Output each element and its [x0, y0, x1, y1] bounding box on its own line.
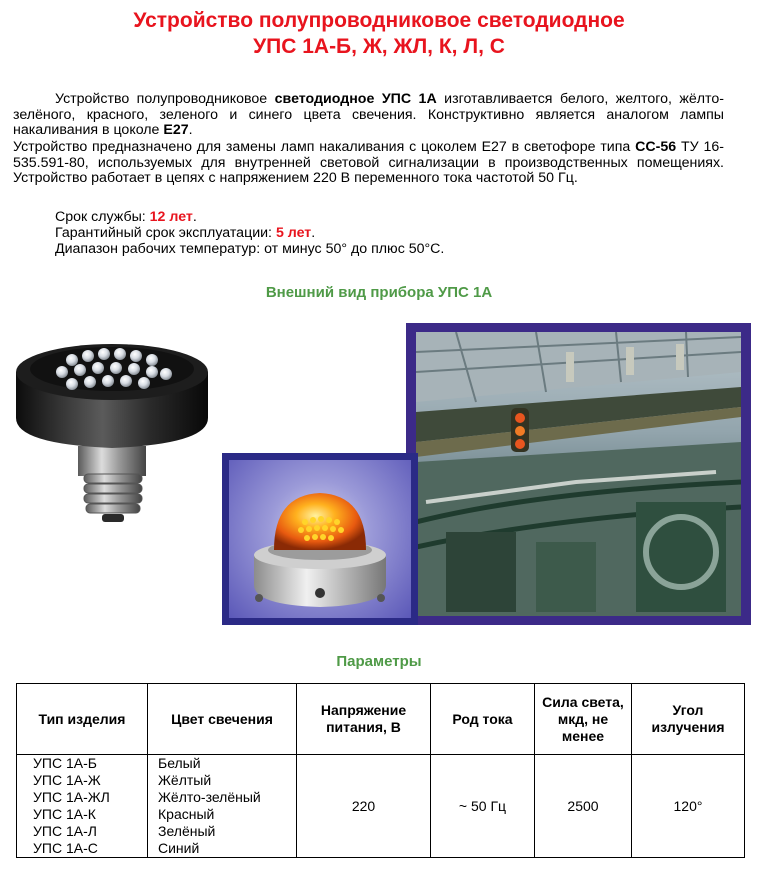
angle-value: 120°: [632, 755, 745, 858]
table-header-row: [17, 684, 745, 755]
warranty-line: Гарантийный срок эксплуатации: 5 лет.: [55, 225, 316, 241]
service-life-line: Срок службы: 12 лет.: [55, 209, 197, 225]
service-life-value: 12 лет: [149, 209, 193, 225]
intro-paragraph-2: Устройство предназначено для замены ламп накаливания с цоколем Е27 в светофоре типа СС-56 ТУ 16-535.591-80, используемых для внутренней световой сигнализации в производственных помещениях. Устройство работает в цепях с напряжением 220 В переменного тока частотой 50 Гц.: [13, 139, 724, 187]
list-item: УПС 1А-С: [33, 840, 98, 856]
table-row: [17, 755, 745, 858]
warranty-value: 5 лет: [275, 225, 312, 241]
params-table: [16, 683, 745, 858]
signal-lamp-photo-frame: [222, 453, 418, 625]
header-color: Цвет свечения: [148, 684, 297, 755]
current-value: ~ 50 Гц: [431, 755, 535, 858]
voltage-value: 220: [297, 755, 431, 858]
factory-photo-frame: [406, 323, 751, 625]
type-list: [17, 755, 148, 858]
header-angle: Угол излучения: [632, 684, 745, 755]
temperature-line: Диапазон рабочих температур: от минус 50° до плюс 50°С.: [55, 241, 445, 257]
appearance-title: Внешний вид прибора УПС 1А: [265, 284, 493, 301]
led-lamp-image: [10, 318, 215, 528]
intensity-value: 2500: [535, 755, 632, 858]
list-item: УПС 1А-ЖЛ: [33, 789, 110, 805]
header-type: Тип изделия: [17, 684, 148, 755]
params-title: Параметры: [336, 653, 422, 670]
list-item: Синий: [158, 840, 200, 856]
title-line-2: УПС 1А-Б, Ж, ЖЛ, К, Л, С: [253, 35, 505, 58]
list-item: Жёлто-зелёный: [158, 789, 261, 805]
list-item: Красный: [158, 806, 215, 822]
intro-paragraph-1: Устройство полупроводниковое светодиодное УПС 1А изготавливается белого, желтого, жёлто-зелёного, красного, зеленого и синего цвета свечения. Конструктивно является аналогом лампы накаливания в цоколе Е27.: [13, 91, 724, 139]
list-item: УПС 1А-Л: [33, 823, 97, 839]
header-voltage: Напряжение питания, В: [297, 684, 431, 755]
list-item: Жёлтый: [158, 772, 212, 788]
header-intensity: Сила света, мкд, не менее: [535, 684, 632, 755]
color-list: [148, 755, 297, 858]
header-current: Род тока: [431, 684, 535, 755]
list-item: УПС 1А-Б: [33, 755, 97, 771]
list-item: Белый: [158, 755, 201, 771]
list-item: УПС 1А-К: [33, 806, 96, 822]
list-item: УПС 1А-Ж: [33, 772, 101, 788]
signal-lamp-photo: [229, 460, 411, 618]
factory-photo: [416, 332, 741, 616]
list-item: Зелёный: [158, 823, 216, 839]
title-line-1: Устройство полупроводниковое светодиодное: [133, 9, 625, 32]
